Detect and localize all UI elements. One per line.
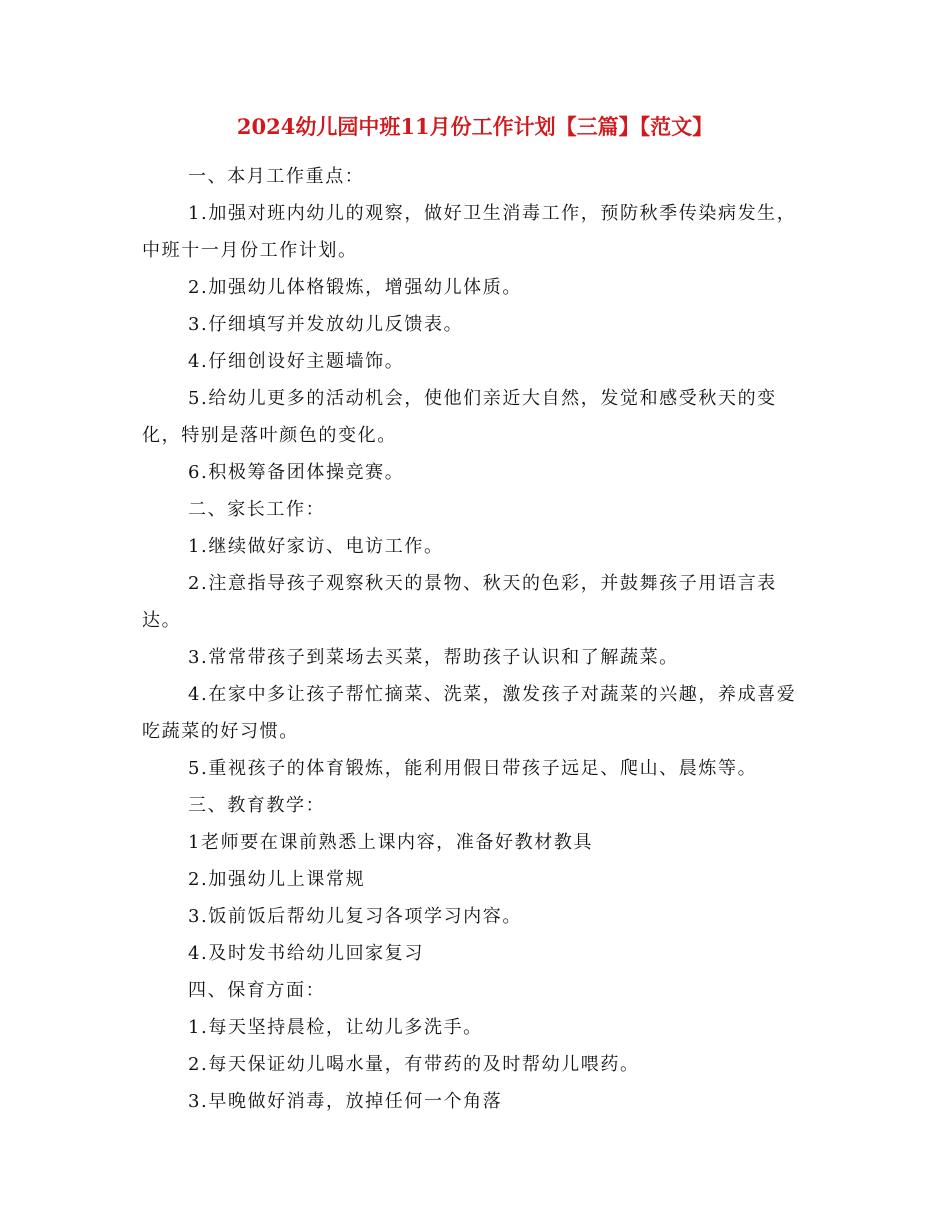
section-heading-focus: 一、本月工作重点： — [188, 166, 365, 187]
document-title: 2024幼儿园中班11月份工作计划【三篇】【范文】 — [236, 114, 714, 139]
paragraph: 5.给幼儿更多的活动机会，使他们亲近大自然，发觉和感受秋天的变化，特别是落叶颜色的变化。 — [142, 388, 777, 446]
section-heading-care: 四、保育方面： — [188, 980, 326, 1001]
paragraph: 3.仔细填写并发放幼儿反馈表。 — [188, 314, 464, 335]
paragraph: 1老师要在课前熟悉上课内容，准备好教材教具 — [188, 832, 594, 853]
paragraph: 4.在家中多让孩子帮忙摘菜、洗菜，激发孩子对蔬菜的兴趣，养成喜爱吃蔬菜的好习惯。 — [142, 684, 797, 742]
paragraph: 5.重视孩子的体育锻炼，能利用假日带孩子远足、爬山、晨炼等。 — [188, 758, 758, 779]
section-heading-parents: 二、家长工作： — [188, 499, 326, 520]
paragraph: 4.仔细创设好主题墙饰。 — [188, 351, 405, 372]
section-heading-teaching: 三、教育教学： — [188, 795, 326, 816]
paragraph: 2.注意指导孩子观察秋天的景物、秋天的色彩，并鼓舞孩子用语言表达。 — [142, 573, 777, 631]
paragraph: 2.加强幼儿上课常规 — [188, 869, 366, 890]
paragraph: 3.常常带孩子到菜场去买菜，帮助孩子认识和了解蔬菜。 — [188, 647, 679, 668]
document-body — [142, 158, 802, 1120]
paragraph: 1.每天坚持晨检，让幼儿多洗手。 — [188, 1017, 483, 1038]
paragraph: 4.及时发书给幼儿回家复习 — [188, 943, 424, 964]
paragraph: 1.加强对班内幼儿的观察，做好卫生消毒工作，预防秋季传染病发生，中班十一月份工作计划。 — [142, 203, 797, 261]
paragraph: 6.积极筹备团体操竞赛。 — [188, 462, 405, 483]
paragraph: 3.早晚做好消毒，放掉任何一个角落 — [188, 1091, 503, 1112]
paragraph: 3.饭前饭后帮幼儿复习各项学习内容。 — [188, 906, 522, 927]
paragraph: 1.继续做好家访、电访工作。 — [188, 536, 444, 557]
paragraph: 2.加强幼儿体格锻炼，增强幼儿体质。 — [188, 277, 522, 298]
paragraph: 2.每天保证幼儿喝水量，有带药的及时帮幼儿喂药。 — [188, 1054, 640, 1075]
